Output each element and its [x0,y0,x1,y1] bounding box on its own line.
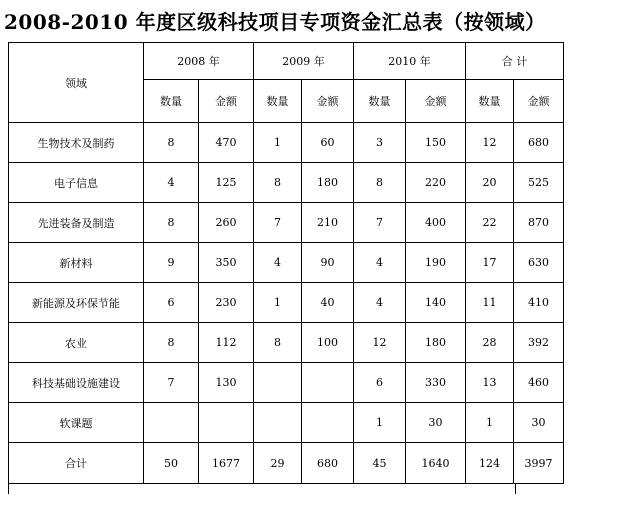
count-cell: 8 [144,203,199,243]
amount-cell: 400 [406,203,466,243]
count-cell: 6 [144,283,199,323]
amount-cell: 470 [199,123,254,163]
field-name-cell: 生物技术及制药 [9,123,144,163]
count-cell: 20 [466,163,514,203]
table-row [9,283,564,323]
field-name-cell: 电子信息 [9,163,144,203]
table-edge-right [515,484,516,494]
sub-header-amount: 金额 [514,80,564,123]
amount-cell: 190 [406,243,466,283]
field-name-cell: 农业 [9,323,144,363]
field-name-cell: 新能源及环保节能 [9,283,144,323]
count-cell: 6 [354,363,406,403]
amount-cell: 330 [406,363,466,403]
amount-cell: 410 [514,283,564,323]
count-cell [254,403,302,443]
count-cell: 8 [254,163,302,203]
count-cell: 3 [354,123,406,163]
count-cell: 12 [466,123,514,163]
sub-header-count: 数量 [254,80,302,123]
count-cell: 7 [254,203,302,243]
amount-cell: 100 [302,323,354,363]
field-header: 领域 [9,43,144,123]
count-cell: 1 [466,403,514,443]
count-cell [144,403,199,443]
count-cell: 22 [466,203,514,243]
amount-cell [302,363,354,403]
amount-cell: 460 [514,363,564,403]
amount-cell: 140 [406,283,466,323]
count-cell: 45 [354,443,406,484]
amount-cell: 210 [302,203,354,243]
amount-cell: 125 [199,163,254,203]
header-row-years [9,43,564,80]
amount-cell: 1640 [406,443,466,484]
count-cell: 12 [354,323,406,363]
count-cell: 11 [466,283,514,323]
count-cell: 4 [144,163,199,203]
table-row [9,203,564,243]
sub-header-count: 数量 [466,80,514,123]
count-cell: 4 [354,243,406,283]
field-name-cell: 新材料 [9,243,144,283]
amount-cell: 350 [199,243,254,283]
table-row [9,243,564,283]
amount-cell: 1677 [199,443,254,484]
amount-cell: 630 [514,243,564,283]
amount-cell: 40 [302,283,354,323]
amount-cell: 260 [199,203,254,243]
count-cell: 7 [354,203,406,243]
amount-cell: 870 [514,203,564,243]
count-cell: 1 [254,283,302,323]
field-name-cell: 先进装备及制造 [9,203,144,243]
amount-cell [199,403,254,443]
count-cell: 1 [254,123,302,163]
count-cell: 17 [466,243,514,283]
total-row [9,443,564,484]
amount-cell: 30 [406,403,466,443]
sub-header-amount: 金额 [199,80,254,123]
table-edge-left [8,484,9,494]
amount-cell: 60 [302,123,354,163]
sub-header-amount: 金额 [406,80,466,123]
table-row [9,403,564,443]
page-title: 2008-2010 年度区级科技项目专项资金汇总表（按领域） [4,10,546,34]
count-cell: 50 [144,443,199,484]
amount-cell: 680 [302,443,354,484]
sub-header-count: 数量 [144,80,199,123]
amount-cell: 112 [199,323,254,363]
amount-cell: 230 [199,283,254,323]
amount-cell: 180 [302,163,354,203]
count-cell: 13 [466,363,514,403]
year-header-2010: 2010 年 [354,43,466,80]
count-cell: 4 [354,283,406,323]
amount-cell: 150 [406,123,466,163]
count-cell: 124 [466,443,514,484]
year-header-2009: 2009 年 [254,43,354,80]
count-cell: 8 [354,163,406,203]
field-name-cell: 合计 [9,443,144,484]
table-row [9,123,564,163]
amount-cell: 130 [199,363,254,403]
table-row [9,163,564,203]
table-row [9,363,564,403]
amount-cell [302,403,354,443]
amount-cell: 3997 [514,443,564,484]
count-cell [254,363,302,403]
count-cell: 8 [144,323,199,363]
field-name-cell: 科技基础设施建设 [9,363,144,403]
sub-header-count: 数量 [354,80,406,123]
year-header-total: 合 计 [466,43,564,80]
funding-summary-table [8,42,564,484]
count-cell: 28 [466,323,514,363]
count-cell: 29 [254,443,302,484]
count-cell: 8 [254,323,302,363]
sub-header-amount: 金额 [302,80,354,123]
amount-cell: 90 [302,243,354,283]
count-cell: 9 [144,243,199,283]
field-name-cell: 软课题 [9,403,144,443]
amount-cell: 180 [406,323,466,363]
count-cell: 4 [254,243,302,283]
amount-cell: 525 [514,163,564,203]
amount-cell: 30 [514,403,564,443]
amount-cell: 392 [514,323,564,363]
count-cell: 8 [144,123,199,163]
amount-cell: 220 [406,163,466,203]
year-header-2008: 2008 年 [144,43,254,80]
amount-cell: 680 [514,123,564,163]
count-cell: 7 [144,363,199,403]
table-row [9,323,564,363]
count-cell: 1 [354,403,406,443]
